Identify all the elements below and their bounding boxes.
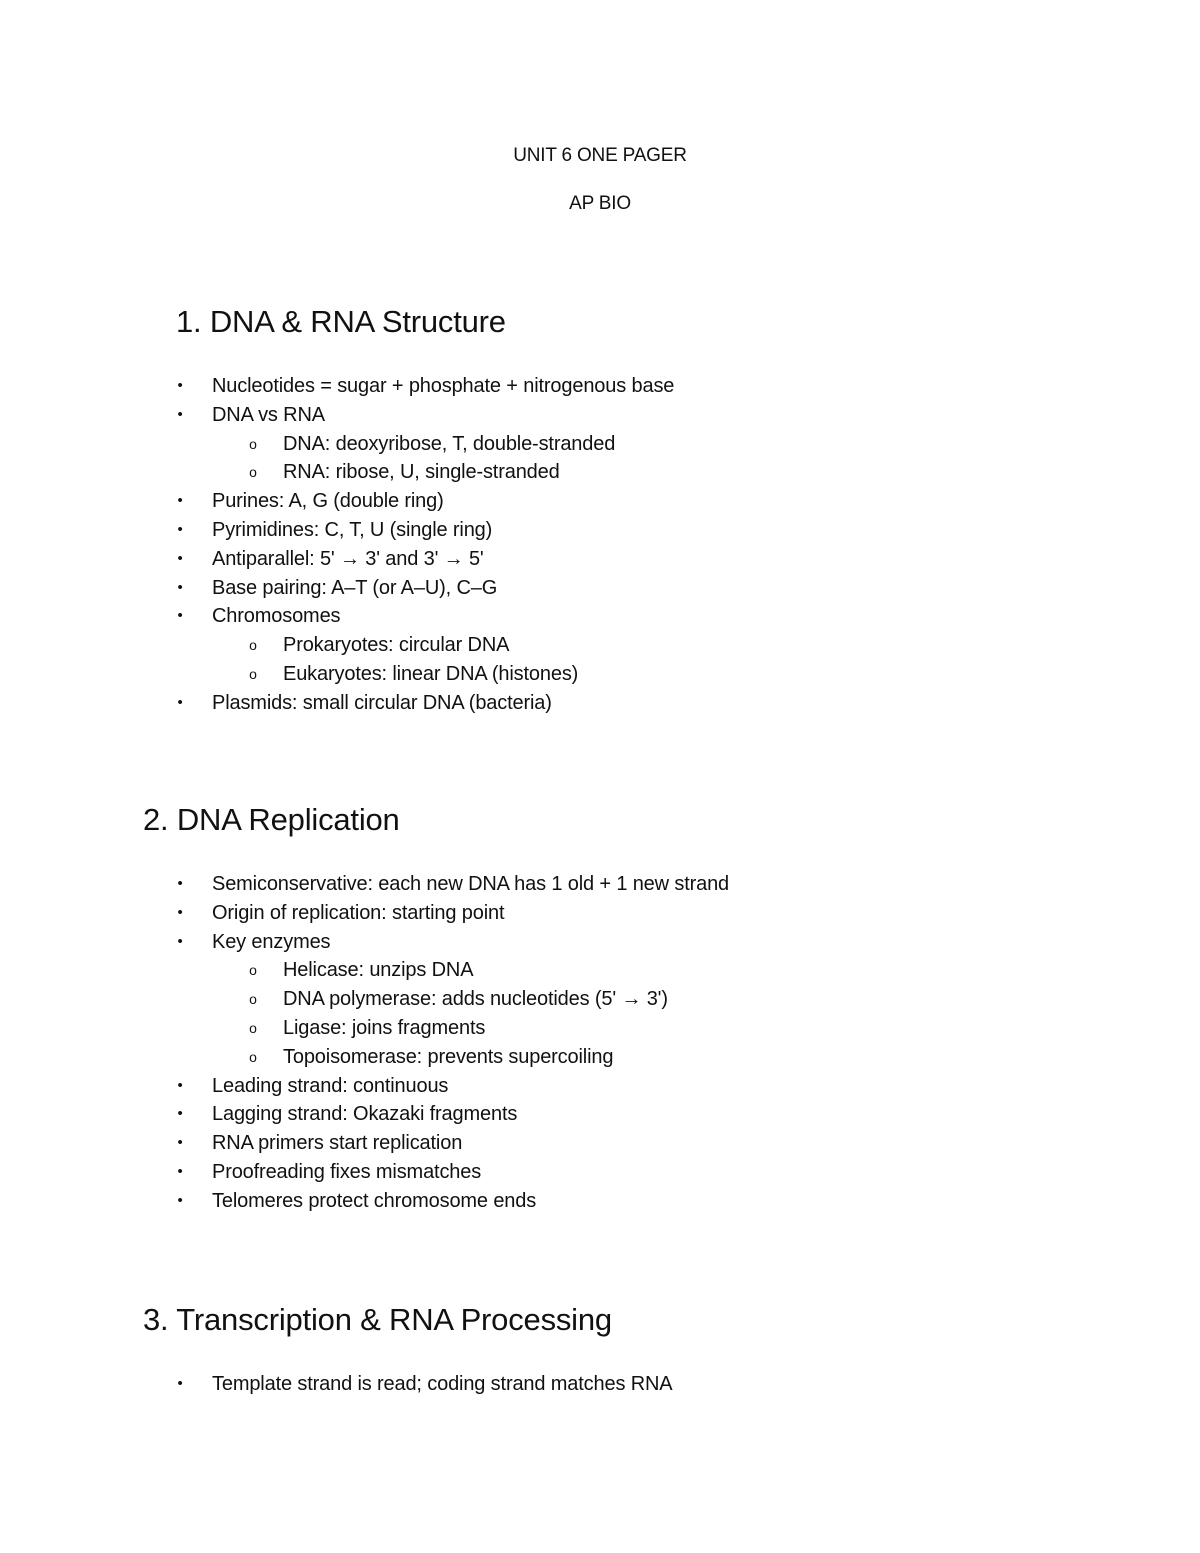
sub-bullet-icon: o	[249, 665, 257, 682]
section-heading-transcription: 3. Transcription & RNA Processing	[143, 1302, 612, 1337]
sub-bullet-icon: o	[249, 464, 257, 481]
bullet-icon: •	[177, 1134, 183, 1152]
document-title: UNIT 6 ONE PAGER	[513, 145, 687, 166]
sub-bullet-icon: o	[249, 1019, 257, 1036]
list-item-text: Proofreading fixes mismatches	[212, 1160, 482, 1183]
list-item-text: Nucleotides = sugar + phosphate + nitrogenous base	[212, 375, 675, 397]
list-item-text: Purines: A, G (double ring)	[212, 490, 444, 513]
bullet-icon: •	[177, 377, 183, 394]
list-item-text: Antiparallel: 5' → 3' and 3' → 5'	[212, 547, 484, 570]
list-item-text: Prokaryotes: circular DNA	[283, 634, 510, 657]
document-subtitle: AP BIO	[569, 193, 631, 214]
list-item-text: Ligase: joins fragments	[283, 1016, 486, 1039]
list-item-text: Key enzymes	[212, 930, 331, 953]
section-heading-dna-replication: 2. DNA Replication	[143, 802, 400, 837]
list-item-text: Leading strand: continuous	[212, 1074, 449, 1097]
list-item-text: Pyrimidines: C, T, U (single ring)	[212, 518, 493, 541]
bullet-icon: •	[177, 549, 183, 567]
bullet-icon: •	[177, 903, 183, 921]
list-item-text: Lagging strand: Okazaki fragments	[212, 1103, 518, 1126]
list-item-text: Chromosomes	[212, 605, 341, 628]
section-heading-dna-rna-structure: 1. DNA & RNA Structure	[176, 304, 506, 339]
bullet-icon: •	[177, 1375, 183, 1392]
sub-bullet-icon: o	[249, 962, 257, 979]
bullet-icon: •	[177, 1076, 183, 1094]
bullet-icon: •	[177, 1191, 183, 1209]
list-item-text: Base pairing: A–T (or A–U), C–G	[212, 576, 498, 599]
bullet-icon: •	[177, 520, 183, 538]
list-item-text: Origin of replication: starting point	[212, 901, 505, 924]
list-item-text: DNA: deoxyribose, T, double-stranded	[283, 432, 616, 455]
bullet-icon: •	[177, 1162, 183, 1180]
list-item-text: DNA polymerase: adds nucleotides (5' → 3')	[283, 988, 668, 1011]
list-item-text: Eukaryotes: linear DNA (histones)	[283, 662, 579, 685]
sub-bullet-icon: o	[249, 435, 257, 452]
bullet-icon: •	[177, 607, 183, 625]
bullet-icon: •	[177, 578, 183, 596]
list-item-text: Semiconservative: each new DNA has 1 old + 1 new strand	[212, 873, 730, 895]
list-item-text: Topoisomerase: prevents supercoiling	[283, 1045, 614, 1068]
bullet-icon: •	[177, 1105, 183, 1123]
list-item-text: RNA: ribose, U, single-stranded	[283, 461, 560, 484]
list-item-text: Template strand is read; coding strand matches RNA	[212, 1373, 673, 1395]
sub-bullet-icon: o	[249, 1048, 257, 1065]
bullet-icon: •	[177, 405, 183, 423]
bullet-icon: •	[177, 693, 183, 711]
bullet-icon: •	[177, 932, 183, 950]
list-item-text: DNA vs RNA	[212, 403, 325, 426]
list-item-text: RNA primers start replication	[212, 1132, 463, 1155]
list-item-text: Plasmids: small circular DNA (bacteria)	[212, 691, 552, 714]
list-item-text: Helicase: unzips DNA	[283, 959, 474, 982]
sub-bullet-icon: o	[249, 637, 257, 654]
sub-bullet-icon: o	[249, 991, 257, 1008]
bullet-icon: •	[177, 492, 183, 510]
list-item-text: Telomeres protect chromosome ends	[212, 1189, 537, 1212]
bullet-icon: •	[177, 875, 183, 892]
